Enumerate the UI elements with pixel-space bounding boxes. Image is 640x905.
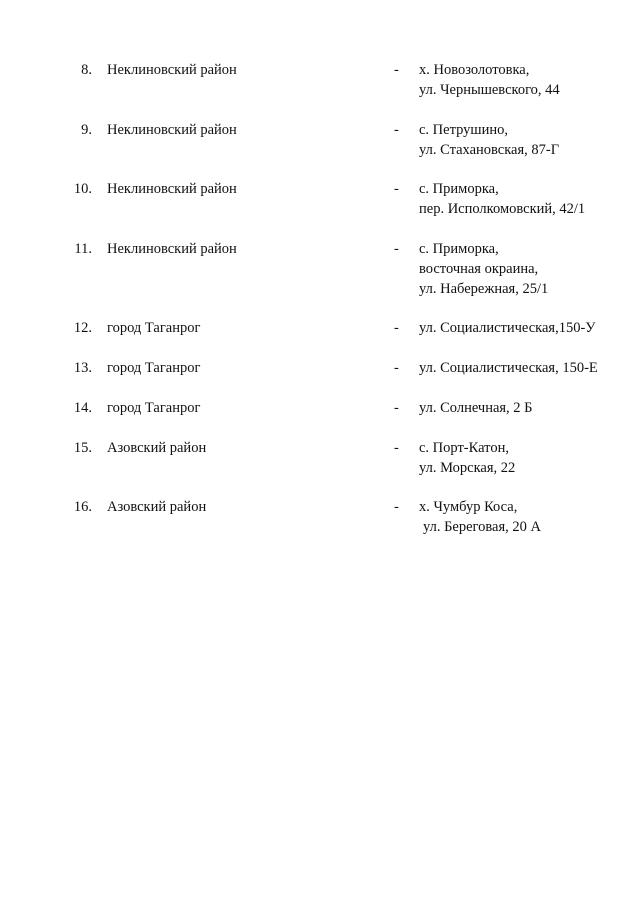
district-name: Неклиновский район <box>107 241 237 257</box>
address <box>419 438 515 478</box>
item-number: 14. <box>73 400 92 416</box>
address <box>419 239 548 299</box>
address-line: ул. Морская, 22 <box>419 460 516 476</box>
item-number: 12. <box>73 320 92 336</box>
address-line: восточная окраина, <box>419 261 539 277</box>
item-number: 9. <box>81 122 92 138</box>
dash-separator: - <box>394 241 399 257</box>
address <box>419 497 541 537</box>
address-line: с. Приморка, <box>419 181 499 197</box>
address-line: с. Петрушино, <box>419 122 508 138</box>
district-name: Неклиновский район <box>107 122 237 138</box>
address <box>419 179 585 219</box>
address-line: ул. Социалистическая,150-У <box>419 320 596 336</box>
address <box>419 398 533 418</box>
dash-separator: - <box>394 440 399 456</box>
item-number: 8. <box>81 62 92 78</box>
address <box>419 358 598 378</box>
district-name: Неклиновский район <box>107 62 237 78</box>
address-line: ул. Набережная, 25/1 <box>419 281 549 297</box>
dash-separator: - <box>394 400 399 416</box>
item-number: 16. <box>73 499 92 515</box>
address-line: ул. Стахановская, 87-Г <box>419 142 560 158</box>
address <box>419 60 560 100</box>
dash-separator: - <box>394 499 399 515</box>
district-name: город Таганрог <box>107 320 201 336</box>
district-name: Азовский район <box>107 499 207 515</box>
item-number: 10. <box>73 181 92 197</box>
district-name: город Таганрог <box>107 360 201 376</box>
address-line: ул. Солнечная, 2 Б <box>419 400 533 416</box>
dash-separator: - <box>394 62 399 78</box>
item-number: 13. <box>73 360 92 376</box>
address <box>419 120 559 160</box>
address-line: х. Чумбур Коса, <box>419 499 518 515</box>
address-line: ул. Береговая, 20 А <box>423 519 541 535</box>
address-line: ул. Чернышевского, 44 <box>419 82 560 98</box>
address-line: пер. Исполкомовский, 42/1 <box>419 201 586 217</box>
dash-separator: - <box>394 181 399 197</box>
dash-separator: - <box>394 360 399 376</box>
address-line: ул. Социалистическая, 150-Е <box>419 360 598 376</box>
item-number: 11. <box>74 241 92 257</box>
dash-separator: - <box>394 320 399 336</box>
item-number: 15. <box>73 440 92 456</box>
address-line: х. Новозолотовка, <box>419 62 530 78</box>
address-line: с. Приморка, <box>419 241 499 257</box>
district-name: Азовский район <box>107 440 207 456</box>
address <box>419 318 596 338</box>
district-name: город Таганрог <box>107 400 201 416</box>
district-name: Неклиновский район <box>107 181 237 197</box>
dash-separator: - <box>394 122 399 138</box>
address-line: с. Порт-Катон, <box>419 440 509 456</box>
